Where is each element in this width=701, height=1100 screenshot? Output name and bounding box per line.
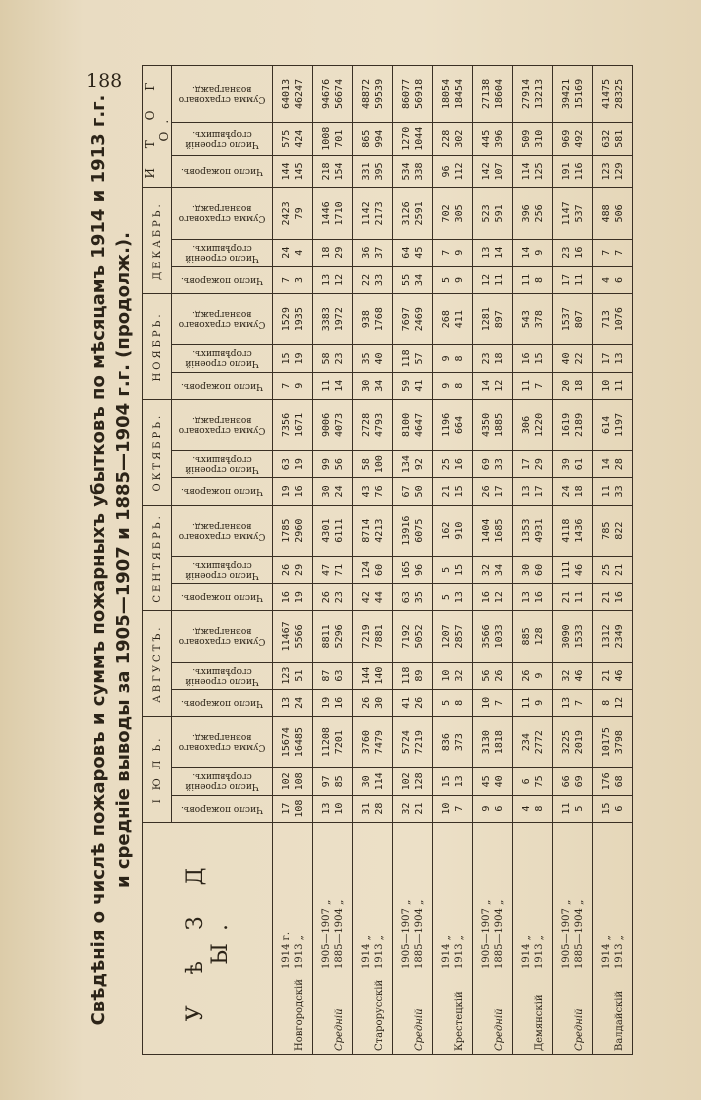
ujezdy-header xyxy=(143,822,273,1054)
data-cell: 1196 664 xyxy=(433,399,473,450)
data-cell: 99 56 xyxy=(313,451,353,478)
data-cell: 24 4 xyxy=(273,239,313,266)
data-cell: 13 16 xyxy=(513,584,553,611)
buildings-burned-header-label: Число строеній сгорѣвшихъ. xyxy=(185,242,259,263)
data-cell: 27138 18604 xyxy=(473,66,513,123)
data-cell: 15 13 xyxy=(433,768,473,795)
data-cell: 331 395 xyxy=(353,155,393,188)
table-row xyxy=(433,66,473,1055)
insurance-sum-header-label: Сумма страховаго вознагражд. xyxy=(178,732,266,753)
period-years: 1905—1907 „ 1885—1904 „ xyxy=(480,899,505,969)
data-cell: 4118 1436 xyxy=(553,505,593,556)
month-july: І Ю Л Ь. xyxy=(143,717,172,823)
district-cell xyxy=(593,822,633,1054)
data-cell: 32 34 xyxy=(473,556,513,583)
data-cell: 39421 15169 xyxy=(553,66,593,123)
data-cell: 21 46 xyxy=(593,662,633,689)
data-cell: 30 34 xyxy=(353,372,393,399)
buildings-burned-header xyxy=(172,451,273,478)
data-cell: 234 2772 xyxy=(513,717,553,768)
data-cell: 509 310 xyxy=(513,122,553,155)
data-cell: 488 506 xyxy=(593,188,633,239)
data-cell: 575 424 xyxy=(273,122,313,155)
data-cell: 10 7 xyxy=(433,795,473,822)
data-cell: 702 305 xyxy=(433,188,473,239)
data-cell: 42 44 xyxy=(353,584,393,611)
table-row xyxy=(313,66,353,1055)
data-cell: 1619 2189 xyxy=(553,399,593,450)
data-cell: 118 89 xyxy=(393,662,433,689)
data-cell: 1312 2349 xyxy=(593,611,633,662)
data-cell: 632 581 xyxy=(593,122,633,155)
data-cell: 7 3 xyxy=(273,266,313,293)
data-cell: 23 16 xyxy=(553,239,593,266)
data-cell: 8 12 xyxy=(593,689,633,716)
data-cell: 11208 7201 xyxy=(313,717,353,768)
data-cell: 26 23 xyxy=(313,584,353,611)
data-cell: 228 302 xyxy=(433,122,473,155)
data-cell: 10 32 xyxy=(433,662,473,689)
data-cell: 543 378 xyxy=(513,294,553,345)
month-total: И Т О Г О. xyxy=(143,66,172,188)
data-cell: 218 154 xyxy=(313,155,353,188)
data-cell: 11 14 xyxy=(313,372,353,399)
data-cell: 19 16 xyxy=(313,689,353,716)
data-cell: 306 1220 xyxy=(513,399,553,450)
data-cell: 31 28 xyxy=(353,795,393,822)
data-cell: 4350 1885 xyxy=(473,399,513,450)
table-row xyxy=(473,66,513,1055)
insurance-sum-header-label: Сумма страховаго вознагражд. xyxy=(178,626,266,647)
data-cell: 885 128 xyxy=(513,611,553,662)
data-cell: 4301 6111 xyxy=(313,505,353,556)
data-cell: 55 34 xyxy=(393,266,433,293)
data-cell: 13 10 xyxy=(313,795,353,822)
data-cell: 11 33 xyxy=(593,478,633,505)
district-name: Крестецкій xyxy=(453,991,465,1051)
data-cell: 3090 1533 xyxy=(553,611,593,662)
data-cell: 7 7 xyxy=(593,239,633,266)
insurance-sum-header xyxy=(172,611,273,662)
data-cell: 14 9 xyxy=(513,239,553,266)
data-cell: 15 19 xyxy=(273,345,313,372)
data-cell: 10 11 xyxy=(593,372,633,399)
data-cell: 1270 1044 xyxy=(393,122,433,155)
data-cell: 7 9 xyxy=(273,372,313,399)
fires-count-header-label: Число пожаровъ. xyxy=(181,380,263,391)
data-cell: 41 26 xyxy=(393,689,433,716)
data-cell: 13 17 xyxy=(513,478,553,505)
data-cell: 5 15 xyxy=(433,556,473,583)
data-cell: 162 910 xyxy=(433,505,473,556)
data-cell: 30 60 xyxy=(513,556,553,583)
data-cell: 19 16 xyxy=(273,478,313,505)
data-cell: 17 11 xyxy=(553,266,593,293)
insurance-sum-header xyxy=(172,66,273,123)
data-cell: 3126 2591 xyxy=(393,188,433,239)
period-years: 1905—1907 „ 1885—1904 „ xyxy=(560,899,585,969)
data-cell: 8714 4213 xyxy=(353,505,393,556)
data-cell: 17 29 xyxy=(513,451,553,478)
data-cell: 15674 16485 xyxy=(273,717,313,768)
data-cell: 22 33 xyxy=(353,266,393,293)
buildings-burned-header xyxy=(172,662,273,689)
district-name: Средній xyxy=(493,1008,505,1051)
district-cell xyxy=(393,822,433,1054)
district-name: Средній xyxy=(333,1008,345,1051)
table-title xyxy=(86,65,136,1055)
table-body xyxy=(273,66,633,1055)
data-cell: 58 23 xyxy=(313,345,353,372)
data-cell: 18054 18454 xyxy=(433,66,473,123)
table-row xyxy=(273,66,313,1055)
data-cell: 124 60 xyxy=(353,556,393,583)
data-cell: 13 14 xyxy=(473,239,513,266)
data-cell: 1529 1935 xyxy=(273,294,313,345)
data-cell: 7697 2469 xyxy=(393,294,433,345)
period-years: 1905—1907 „ 1885—1904 „ xyxy=(320,899,345,969)
data-cell: 25 16 xyxy=(433,451,473,478)
data-cell: 176 68 xyxy=(593,768,633,795)
data-cell: 445 396 xyxy=(473,122,513,155)
data-cell: 534 338 xyxy=(393,155,433,188)
district-cell xyxy=(273,822,313,1054)
buildings-burned-header-label: Число строеній сгорѣвшихъ. xyxy=(185,665,259,686)
data-cell: 11 8 xyxy=(513,266,553,293)
data-cell: 144 140 xyxy=(353,662,393,689)
data-cell: 56 26 xyxy=(473,662,513,689)
data-cell: 5 13 xyxy=(433,584,473,611)
district-cell xyxy=(433,822,473,1054)
insurance-sum-header xyxy=(172,505,273,556)
period-years: 1905—1907 „ 1885—1904 „ xyxy=(400,899,425,969)
data-cell: 21 15 xyxy=(433,478,473,505)
data-cell: 1446 1710 xyxy=(313,188,353,239)
month-august: АВГУСТЪ. xyxy=(143,611,172,717)
data-cell: 8811 5296 xyxy=(313,611,353,662)
fires-count-header-label: Число пожаровъ. xyxy=(181,592,263,603)
month-september: СЕНТЯБРЬ. xyxy=(143,505,172,611)
data-cell: 7356 1671 xyxy=(273,399,313,450)
data-cell: 1147 537 xyxy=(553,188,593,239)
data-cell: 26 17 xyxy=(473,478,513,505)
month-november: НОЯБРЬ. xyxy=(143,294,172,400)
data-cell: 118 57 xyxy=(393,345,433,372)
buildings-burned-header xyxy=(172,768,273,795)
data-cell: 27914 13213 xyxy=(513,66,553,123)
fires-count-header xyxy=(172,584,273,611)
data-cell: 2423 79 xyxy=(273,188,313,239)
data-cell: 26 30 xyxy=(353,689,393,716)
data-cell: 16 15 xyxy=(513,345,553,372)
ujezdy-label: У ѣ З Д Ы. xyxy=(182,855,233,1022)
insurance-sum-header-label: Сумма страховаго вознагражд. xyxy=(178,83,266,104)
data-cell: 58 100 xyxy=(353,451,393,478)
data-cell: 5 9 xyxy=(433,266,473,293)
data-cell: 10175 3798 xyxy=(593,717,633,768)
data-cell: 4 6 xyxy=(593,266,633,293)
data-cell: 144 145 xyxy=(273,155,313,188)
data-cell: 11 7 xyxy=(513,372,553,399)
data-cell: 63 19 xyxy=(273,451,313,478)
data-cell: 9006 4073 xyxy=(313,399,353,450)
data-cell: 36 37 xyxy=(353,239,393,266)
data-cell: 48872 59539 xyxy=(353,66,393,123)
data-cell: 5 8 xyxy=(433,689,473,716)
district-name: Новгородскій xyxy=(293,979,305,1051)
data-cell: 26 29 xyxy=(273,556,313,583)
data-cell: 1142 2173 xyxy=(353,188,393,239)
data-cell: 12 11 xyxy=(473,266,513,293)
data-cell: 41475 28325 xyxy=(593,66,633,123)
data-cell: 14 12 xyxy=(473,372,513,399)
insurance-sum-header xyxy=(172,188,273,239)
district-name: Валдайскій xyxy=(613,990,625,1051)
data-cell: 7219 7881 xyxy=(353,611,393,662)
buildings-burned-header-label: Число строеній сгорѣвшихъ. xyxy=(185,348,259,369)
data-cell: 10 7 xyxy=(473,689,513,716)
insurance-sum-header xyxy=(172,294,273,345)
district-cell xyxy=(553,822,593,1054)
table-row xyxy=(593,66,633,1055)
data-cell: 69 33 xyxy=(473,451,513,478)
data-cell: 20 18 xyxy=(553,372,593,399)
data-cell: 134 92 xyxy=(393,451,433,478)
fires-count-header xyxy=(172,689,273,716)
data-cell: 14 28 xyxy=(593,451,633,478)
insurance-sum-header-label: Сумма страховаго вознагражд. xyxy=(178,203,266,224)
data-cell: 836 373 xyxy=(433,717,473,768)
data-cell: 87 63 xyxy=(313,662,353,689)
fires-count-header-label: Число пожаровъ. xyxy=(181,486,263,497)
data-cell: 97 85 xyxy=(313,768,353,795)
data-cell: 32 21 xyxy=(393,795,433,822)
buildings-burned-header-label: Число строеній сгорѣвшихъ. xyxy=(185,559,259,580)
fires-count-header xyxy=(172,478,273,505)
data-cell: 24 18 xyxy=(553,478,593,505)
data-cell: 123 129 xyxy=(593,155,633,188)
data-cell: 191 116 xyxy=(553,155,593,188)
insurance-sum-header xyxy=(172,399,273,450)
table-row xyxy=(553,66,593,1055)
fires-count-header-label: Число пожаровъ. xyxy=(181,274,263,285)
title-line-2: и средніе выводы за 1905—1907 и 1885—1904 г.г. (продолж.). xyxy=(113,232,134,889)
data-cell: 523 591 xyxy=(473,188,513,239)
data-cell: 63 35 xyxy=(393,584,433,611)
buildings-burned-header-label: Число строеній сгорѣвшихъ. xyxy=(185,454,259,475)
district-cell xyxy=(513,822,553,1054)
data-cell: 40 22 xyxy=(553,345,593,372)
data-cell: 5724 7219 xyxy=(393,717,433,768)
table-row xyxy=(353,66,393,1055)
data-cell: 1008 701 xyxy=(313,122,353,155)
data-cell: 39 61 xyxy=(553,451,593,478)
data-cell: 785 822 xyxy=(593,505,633,556)
district-cell xyxy=(473,822,513,1054)
data-cell: 13 24 xyxy=(273,689,313,716)
data-cell: 123 51 xyxy=(273,662,313,689)
district-name: Средній xyxy=(413,1008,425,1051)
buildings-burned-header xyxy=(172,239,273,266)
data-cell: 64013 46247 xyxy=(273,66,313,123)
data-cell: 11 5 xyxy=(553,795,593,822)
title-line-1: Свѣдѣнія о числѣ пожаровъ и суммъ пожарныхъ убытковъ по мѣсяцамъ 1914 и 1913 г.г. xyxy=(88,94,109,1026)
data-cell: 396 256 xyxy=(513,188,553,239)
data-cell: 30 24 xyxy=(313,478,353,505)
data-cell: 16 19 xyxy=(273,584,313,611)
fires-count-header xyxy=(172,795,273,822)
insurance-sum-header xyxy=(172,717,273,768)
month-december: ДЕКАБРЬ. xyxy=(143,188,172,294)
fires-count-header-label: Число пожаровъ. xyxy=(181,697,263,708)
page-number: 188 xyxy=(86,70,123,92)
period-years: 1914 „ 1913 „ xyxy=(600,935,625,969)
data-cell: 268 411 xyxy=(433,294,473,345)
data-cell: 114 125 xyxy=(513,155,553,188)
data-cell: 969 492 xyxy=(553,122,593,155)
data-cell: 45 40 xyxy=(473,768,513,795)
data-cell: 11467 5566 xyxy=(273,611,313,662)
data-cell: 47 71 xyxy=(313,556,353,583)
buildings-burned-header xyxy=(172,345,273,372)
period-years: 1914 „ 1913 „ xyxy=(360,935,385,969)
data-cell: 1207 2857 xyxy=(433,611,473,662)
fires-count-header xyxy=(172,266,273,293)
data-cell: 4 8 xyxy=(513,795,553,822)
data-cell: 21 11 xyxy=(553,584,593,611)
data-cell: 1785 2960 xyxy=(273,505,313,556)
data-cell: 102 128 xyxy=(393,768,433,795)
data-cell: 30 114 xyxy=(353,768,393,795)
data-cell: 64 45 xyxy=(393,239,433,266)
district-name: Демянскій xyxy=(533,994,545,1051)
data-cell: 35 40 xyxy=(353,345,393,372)
data-cell: 3130 1818 xyxy=(473,717,513,768)
buildings-burned-header-label: Число строеній сгорѣвшихъ. xyxy=(185,128,259,149)
data-cell: 165 96 xyxy=(393,556,433,583)
data-cell: 9 8 xyxy=(433,345,473,372)
data-cell: 1537 807 xyxy=(553,294,593,345)
buildings-burned-header xyxy=(172,556,273,583)
district-name: Средній xyxy=(573,1008,585,1051)
data-cell: 9 6 xyxy=(473,795,513,822)
data-cell: 102 108 xyxy=(273,768,313,795)
data-cell: 94676 56674 xyxy=(313,66,353,123)
rotated-content xyxy=(86,65,646,1055)
data-cell: 2728 4793 xyxy=(353,399,393,450)
data-cell: 9 8 xyxy=(433,372,473,399)
month-october: ОКТЯБРЬ. xyxy=(143,399,172,505)
fire-statistics-table xyxy=(142,65,633,1055)
data-cell: 111 46 xyxy=(553,556,593,583)
data-cell: 18 29 xyxy=(313,239,353,266)
data-cell: 7192 5052 xyxy=(393,611,433,662)
data-cell: 66 69 xyxy=(553,768,593,795)
data-cell: 15 6 xyxy=(593,795,633,822)
data-cell: 96 112 xyxy=(433,155,473,188)
fires-count-header xyxy=(172,372,273,399)
period-years: 1914 г. 1913 „ xyxy=(280,931,305,969)
data-cell: 8100 4647 xyxy=(393,399,433,450)
data-cell: 21 16 xyxy=(593,584,633,611)
insurance-sum-header-label: Сумма страховаго вознагражд. xyxy=(178,414,266,435)
data-cell: 23 18 xyxy=(473,345,513,372)
data-cell: 1353 4931 xyxy=(513,505,553,556)
data-cell: 17 13 xyxy=(593,345,633,372)
data-cell: 32 46 xyxy=(553,662,593,689)
data-cell: 13 7 xyxy=(553,689,593,716)
data-cell: 3760 7479 xyxy=(353,717,393,768)
data-cell: 43 76 xyxy=(353,478,393,505)
data-cell: 3383 1972 xyxy=(313,294,353,345)
data-cell: 3225 2019 xyxy=(553,717,593,768)
data-cell: 13916 6075 xyxy=(393,505,433,556)
fires-count-header-label: Число пожаровъ. xyxy=(181,803,263,814)
district-cell xyxy=(313,822,353,1054)
period-years: 1914 „ 1913 „ xyxy=(520,935,545,969)
data-cell: 26 9 xyxy=(513,662,553,689)
data-cell: 13 12 xyxy=(313,266,353,293)
fires-count-header-label: Число пожаровъ. xyxy=(181,166,263,177)
table-row xyxy=(513,66,553,1055)
data-cell: 1281 897 xyxy=(473,294,513,345)
data-cell: 614 1197 xyxy=(593,399,633,450)
data-cell: 7 9 xyxy=(433,239,473,266)
data-cell: 3566 1033 xyxy=(473,611,513,662)
data-cell: 6 75 xyxy=(513,768,553,795)
data-cell: 713 1076 xyxy=(593,294,633,345)
district-cell xyxy=(353,822,393,1054)
data-cell: 1404 1685 xyxy=(473,505,513,556)
data-cell: 86077 56918 xyxy=(393,66,433,123)
buildings-burned-header-label: Число строеній сгорѣвшихъ. xyxy=(185,771,259,792)
data-cell: 17 108 xyxy=(273,795,313,822)
insurance-sum-header-label: Сумма страховаго вознагражд. xyxy=(178,520,266,541)
data-cell: 11 9 xyxy=(513,689,553,716)
data-cell: 25 21 xyxy=(593,556,633,583)
data-cell: 142 107 xyxy=(473,155,513,188)
data-cell: 16 12 xyxy=(473,584,513,611)
period-years: 1914 „ 1913 „ xyxy=(440,935,465,969)
buildings-burned-header xyxy=(172,122,273,155)
insurance-sum-header-label: Сумма страховаго вознагражд. xyxy=(178,309,266,330)
table-row xyxy=(393,66,433,1055)
district-name: Старорусскій xyxy=(373,979,385,1051)
data-cell: 59 41 xyxy=(393,372,433,399)
data-cell: 938 1768 xyxy=(353,294,393,345)
fires-count-header xyxy=(172,155,273,188)
data-cell: 67 50 xyxy=(393,478,433,505)
data-cell: 865 994 xyxy=(353,122,393,155)
